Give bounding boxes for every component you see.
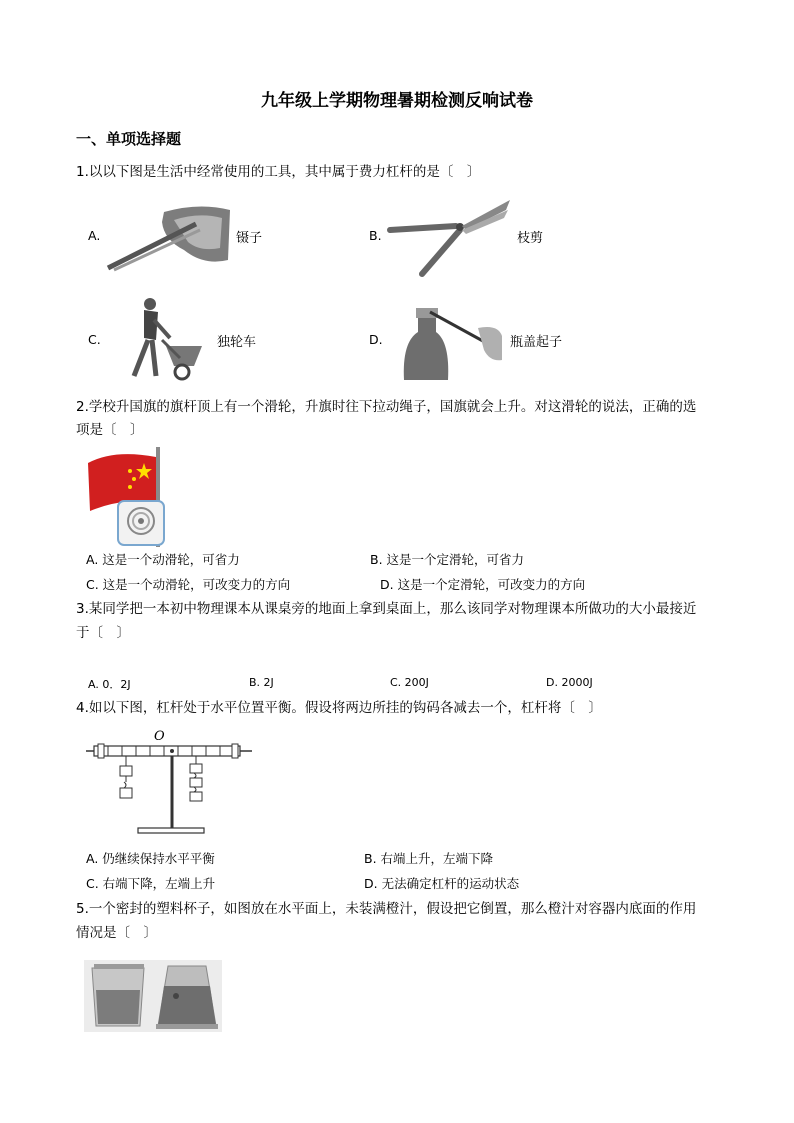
- q4-option-a[interactable]: A. 仍继续保持水平平衡: [86, 851, 215, 866]
- q1-option-a-letter[interactable]: A.: [88, 228, 101, 243]
- q2-option-c[interactable]: C. 这是一个动滑轮，可改变力的方向: [86, 577, 291, 592]
- question-5-stem-line2: 情况是〔 〕: [76, 925, 157, 941]
- q1-option-a-label: 镊子: [236, 231, 263, 246]
- q1-option-d-letter[interactable]: D.: [369, 332, 383, 347]
- page-title: 九年级上学期物理暑期检测反响试卷: [261, 91, 533, 111]
- q4-option-d[interactable]: D. 无法确定杠杆的运动状态: [364, 876, 520, 891]
- question-1-stem: 1.以以下图是生活中经常使用的工具，其中属于费力杠杆的是〔 〕: [76, 164, 481, 180]
- q4-option-c[interactable]: C. 右端下降，左端上升: [86, 876, 216, 891]
- q1-option-c-label: 独轮车: [217, 335, 257, 350]
- wheelbarrow-image: [104, 296, 204, 382]
- q3-option-d[interactable]: D. 2000J: [546, 676, 593, 689]
- question-2-stem-line1: 2.学校升国旗的旗杆顶上有一个滑轮，升旗时往下拉动绳子，国旗就会上升。对这滑轮的说法，正确的选: [76, 399, 697, 415]
- flag-pulley-image: [84, 445, 168, 547]
- q1-option-b-letter[interactable]: B.: [369, 228, 382, 243]
- q2-option-a[interactable]: A. 这是一个动滑轮，可省力: [86, 552, 240, 567]
- q2-option-b[interactable]: B. 这是一个定滑轮，可省力: [370, 552, 525, 567]
- question-4-stem: 4.如以下图，杠杆处于水平位置平衡。假设将两边所挂的钩码各减去一个，杠杆将〔 〕: [76, 700, 602, 716]
- q1-option-c-letter[interactable]: C.: [88, 332, 101, 347]
- q3-option-b[interactable]: B. 2J: [249, 676, 274, 689]
- question-3-stem-line1: 3.某同学把一本初中物理课本从课桌旁的地面上拿到桌面上，那么该同学对物理课本所做功的大小最接近: [76, 601, 697, 617]
- bottle-opener-image: [394, 302, 502, 380]
- question-2-stem-line2: 项是〔 〕: [76, 422, 144, 438]
- q3-option-c[interactable]: C. 200J: [390, 676, 429, 689]
- question-5-stem-line1: 5.一个密封的塑料杯子，如图放在水平面上，未装满橙汁，假设把它倒置，那么橙汁对容器内底面的作用: [76, 901, 697, 917]
- section-heading: 一、单项选择题: [76, 130, 182, 148]
- lever-balance-diagram: [84, 730, 254, 838]
- q4-option-b[interactable]: B. 右端上升，左端下降: [364, 851, 494, 866]
- q1-option-d-label: 瓶盖起子: [510, 335, 563, 350]
- lever-pivot-label: O: [154, 729, 165, 744]
- q1-option-b-label: 枝剪: [517, 231, 544, 246]
- pruning-shears-image: [386, 196, 514, 280]
- q3-option-a[interactable]: A. 0．2J: [88, 678, 131, 691]
- sealed-cups-image: [84, 960, 222, 1032]
- question-3-stem-line2: 于〔 〕: [76, 625, 130, 641]
- tweezers-image: [104, 202, 232, 272]
- q2-option-d[interactable]: D. 这是一个定滑轮，可改变力的方向: [380, 577, 586, 592]
